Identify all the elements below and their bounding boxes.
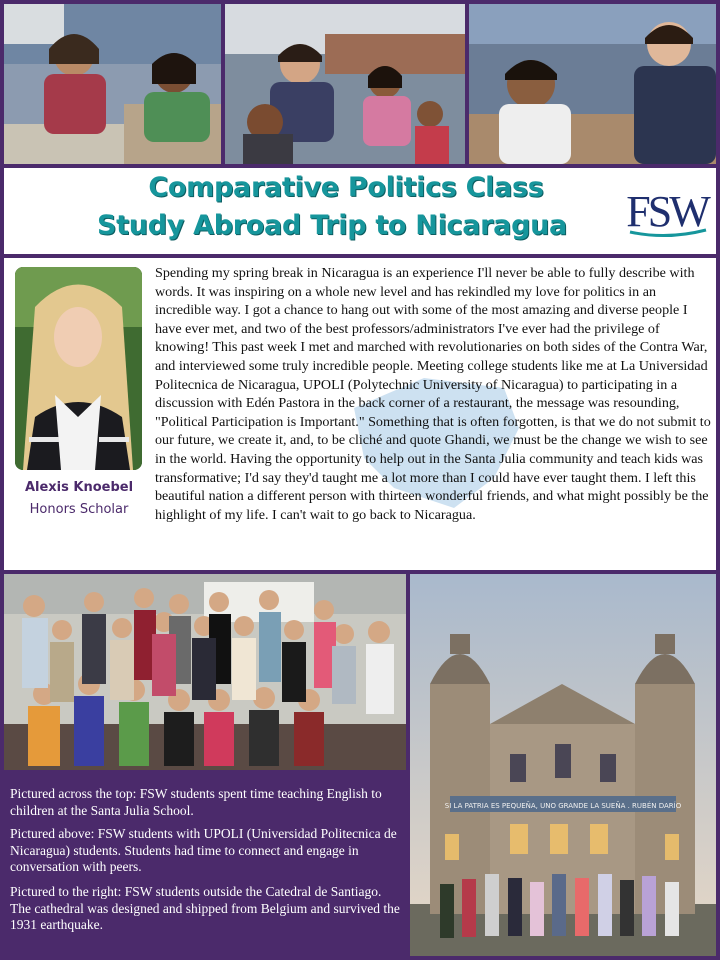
top-photo-boy-and-student bbox=[469, 4, 716, 164]
fsw-logo bbox=[622, 174, 712, 246]
title-line-1: Comparative Politics Class bbox=[148, 172, 544, 203]
caption-group-photo: Pictured above: FSW students with UPOLI (Universidad Politecnica de Nicaragua) students. Students had time to connect and engage in conversation with peers. bbox=[10, 826, 397, 874]
top-photo-tutoring-group bbox=[225, 4, 465, 164]
author-role: Honors Scholar bbox=[29, 502, 129, 517]
caption-top-photos: Pictured across the top: FSW students spent time teaching English to children at the Santa Julia School. bbox=[10, 786, 382, 818]
top-photo-classroom-girls bbox=[4, 4, 221, 164]
caption-cathedral-photo: Pictured to the right: FSW students outside the Catedral de Santiago. The cathedral was designed and shipped from Belgium and survived the 1931 earthquake. bbox=[10, 884, 400, 932]
story-panel bbox=[4, 258, 716, 570]
author-name: Alexis Knoebel bbox=[24, 480, 134, 495]
story-body: Spending my spring break in Nicaragua is an experience I'll never be able to fully describe with words. It was inspiring on a whole new level and has rekindled my love for politics in an incredible way. I got a chance to hang out with some of the most amazing and diverse people I have ever met, and two of the best professors/administrators I've ever had the privilege of knowing! This past week I met and marched with revolutionaries on both sides of the Contra War, and interviewed some truly incredible people. Meeting college students like me at La Universidad Politecnica de Nicaragua, UPOLI (Polytechnic University of Nicaragua) to participating in a discussion with Edén Pastora in the back corner of a restaurant, the message was resounding, "Political Participation is Important." Something that is often forgotten, is that we do not submit to our future, we create it, and, to be cliché and quote Ghandi, we must be the change we wish to see in the world. Having the opportunity to help out in the Santa Julia community and teach kids was transformative; I'd say they'd taught me a lot more than I could have ever taught them. I left this beautiful nation a different person with thirteen wonderful friends, and what might possibly be the highlight of my life. I can't wait to go back to Nicaragua. bbox=[155, 265, 711, 523]
cathedral-banner-text: SI LA PATRIA ES PEQUEÑA, UNO GRANDE LA SUEÑA . RUBÉN DARÍO bbox=[444, 802, 682, 810]
title-line-2: Study Abroad Trip to Nicaragua bbox=[97, 210, 567, 241]
cathedral-photo bbox=[410, 574, 716, 956]
group-photo-upoli bbox=[4, 574, 406, 770]
fsw-logo-text: FSW bbox=[626, 187, 708, 236]
caption-box bbox=[4, 774, 406, 954]
author-portrait bbox=[15, 267, 142, 470]
title-bar bbox=[4, 168, 716, 254]
